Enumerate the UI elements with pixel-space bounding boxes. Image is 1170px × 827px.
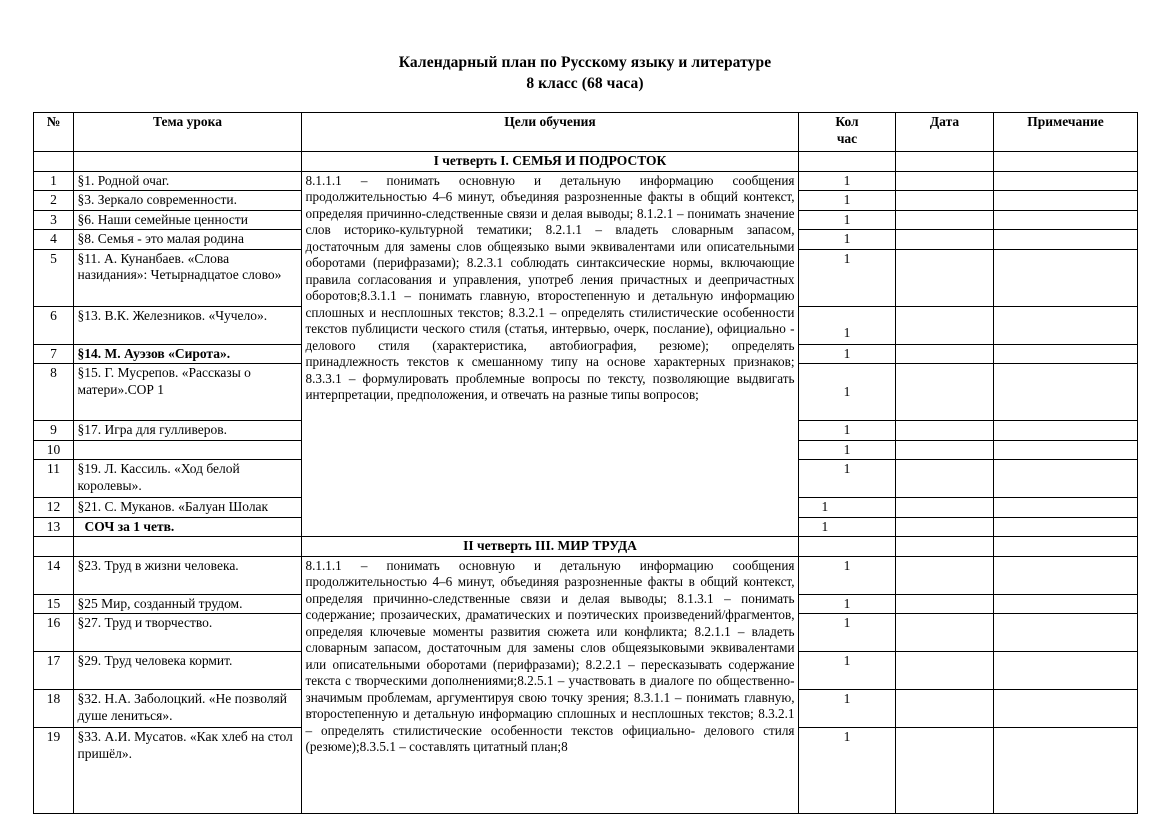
- row-date: [895, 344, 993, 364]
- column-header-date: Дата: [895, 113, 993, 152]
- row-theme: §27. Труд и творчество.: [73, 614, 301, 652]
- row-theme: §32. Н.А. Заболоцкий. «Не позволяй душе лениться».: [73, 690, 301, 728]
- section-row-theme-cell: [73, 537, 301, 557]
- row-hours: 1: [798, 652, 895, 690]
- row-note: [993, 614, 1137, 652]
- row-date: [895, 517, 993, 537]
- section-row-hours-cell: [798, 537, 895, 557]
- section-row-hours-cell: [798, 152, 895, 172]
- row-number: 9: [33, 421, 73, 441]
- section-row-date-cell: [895, 537, 993, 557]
- section-heading-row: [33, 537, 1137, 557]
- section-goals-1: 8.1.1.1 – понимать основную и детальную информацию сообщения продолжительностью 4–6 минут, объединяя разрозненные факты в общий контекст, определяя причинно-следственные связи и делая выводы; 8.1.2.1 – понимать значение слов историко-культурной тематики; 8.2.1.1 – владеть словарным запасом, достаточным для замены слов общеязыко выми эквивалентами или описательными оборотами (перифразами); 8.2.3.1 соблюдать синтаксические нормы, включающие правила согласования и управления, употреб ления причастных и деепричастных оборотов;8.3.1.1 – понимать главную, второстепенную и детальную информацию сплошных и несплошных текстов; 8.3.2.1 – определять стилистические особенности текстов публицисти ческого стиля (статья, интервью, очерк, послание), официально - делового стиля (характеристика, автобиография, резюме); определять принадлежность текстов к смешанному типу на основе характерных признаков; 8.3.3.1 – формулировать проблемные вопросы по тексту, позволяющие выдвигать интерпретации, предположения, и отвечать на разные типы вопросов;: [301, 171, 798, 537]
- row-note: [993, 440, 1137, 460]
- row-number: 17: [33, 652, 73, 690]
- column-header-note: Примечание: [993, 113, 1137, 152]
- row-hours: 1: [798, 440, 895, 460]
- table-row: [33, 171, 1137, 191]
- row-hours: 1: [798, 556, 895, 594]
- row-date: [895, 210, 993, 230]
- row-note: [993, 306, 1137, 344]
- row-number: 12: [33, 498, 73, 518]
- row-theme: §1. Родной очаг.: [73, 171, 301, 191]
- section-row-theme-cell: [73, 152, 301, 172]
- row-theme: §29. Труд человека кормит.: [73, 652, 301, 690]
- row-theme: §6. Наши семейные ценности: [73, 210, 301, 230]
- row-hours: 1: [798, 728, 895, 814]
- row-date: [895, 690, 993, 728]
- row-number: 7: [33, 344, 73, 364]
- row-theme: [73, 440, 301, 460]
- hours-head-line-2: час: [836, 130, 858, 146]
- row-date: [895, 594, 993, 614]
- row-date: [895, 364, 993, 421]
- row-number: 2: [33, 191, 73, 211]
- row-number: 3: [33, 210, 73, 230]
- row-theme: §25 Мир, созданный трудом.: [73, 594, 301, 614]
- row-theme: §23. Труд в жизни человека.: [73, 556, 301, 594]
- row-number: 6: [33, 306, 73, 344]
- row-theme: §33. А.И. Мусатов. «Как хлеб на стол пришёл».: [73, 728, 301, 814]
- page-title: [0, 0, 1170, 94]
- row-number: 8: [33, 364, 73, 421]
- row-theme: §14. М. Ауэзов «Сирота».: [73, 344, 301, 364]
- column-header-theme: Тема урока: [73, 113, 301, 152]
- column-header-hours: [798, 113, 895, 152]
- row-date: [895, 421, 993, 441]
- column-header-goals: Цели обучения: [301, 113, 798, 152]
- row-note: [993, 191, 1137, 211]
- row-number: 18: [33, 690, 73, 728]
- row-hours: 1: [798, 364, 895, 421]
- row-date: [895, 440, 993, 460]
- row-hours: 1: [798, 171, 895, 191]
- row-number: 14: [33, 556, 73, 594]
- row-note: [993, 498, 1137, 518]
- row-date: [895, 728, 993, 814]
- row-note: [993, 652, 1137, 690]
- row-date: [895, 460, 993, 498]
- section-heading-1: I четверть I. СЕМЬЯ И ПОДРОСТОК: [301, 152, 798, 172]
- row-number: 15: [33, 594, 73, 614]
- row-note: [993, 249, 1137, 306]
- row-note: [993, 690, 1137, 728]
- row-hours: 1: [798, 344, 895, 364]
- row-theme: §19. Л. Кассиль. «Ход белой королевы».: [73, 460, 301, 498]
- row-number: 10: [33, 440, 73, 460]
- row-hours: 1: [798, 230, 895, 250]
- row-hours: 1: [798, 498, 895, 518]
- row-hours: 1: [798, 421, 895, 441]
- row-number: 13: [33, 517, 73, 537]
- row-note: [993, 421, 1137, 441]
- row-note: [993, 556, 1137, 594]
- row-date: [895, 306, 993, 344]
- row-date: [895, 556, 993, 594]
- row-note: [993, 230, 1137, 250]
- section-row-date-cell: [895, 152, 993, 172]
- row-date: [895, 614, 993, 652]
- section-heading-row: [33, 152, 1137, 172]
- calendar-plan-table: [33, 112, 1138, 814]
- column-header-number: №: [33, 113, 73, 152]
- row-number: 1: [33, 171, 73, 191]
- title-line-2: 8 класс (68 часа): [526, 75, 644, 92]
- row-note: [993, 517, 1137, 537]
- row-theme: §8. Семья - это малая родина: [73, 230, 301, 250]
- row-hours: 1: [798, 191, 895, 211]
- row-date: [895, 498, 993, 518]
- row-note: [993, 364, 1137, 421]
- row-hours: 1: [798, 249, 895, 306]
- table-header-row: [33, 113, 1137, 152]
- row-number: 16: [33, 614, 73, 652]
- row-theme: §11. А. Кунанбаев. «Слова назидания»: Четырнадцатое слово»: [73, 249, 301, 306]
- row-note: [993, 344, 1137, 364]
- row-date: [895, 230, 993, 250]
- row-date: [895, 249, 993, 306]
- row-number: 4: [33, 230, 73, 250]
- row-hours: 1: [798, 690, 895, 728]
- row-theme: §21. С. Муканов. «Балуан Шолак: [73, 498, 301, 518]
- section-heading-2: II четверть III. МИР ТРУДА: [301, 537, 798, 557]
- section-row-number-cell: [33, 152, 73, 172]
- row-hours: 1: [798, 614, 895, 652]
- row-date: [895, 652, 993, 690]
- section-row-number-cell: [33, 537, 73, 557]
- title-line-1: Календарный план по Русскому языку и литературе: [398, 54, 772, 71]
- row-note: [993, 594, 1137, 614]
- row-theme: §3. Зеркало современности.: [73, 191, 301, 211]
- row-note: [993, 728, 1137, 814]
- row-note: [993, 210, 1137, 230]
- row-hours: 1: [798, 210, 895, 230]
- row-number: 11: [33, 460, 73, 498]
- row-theme: §13. В.К. Железников. «Чучело».: [73, 306, 301, 344]
- row-date: [895, 171, 993, 191]
- row-hours: 1: [798, 306, 895, 344]
- row-note: [993, 171, 1137, 191]
- hours-head-line-1: Кол: [835, 114, 859, 129]
- row-date: [895, 191, 993, 211]
- row-theme: СОЧ за 1 четв.: [73, 517, 301, 537]
- row-number: 19: [33, 728, 73, 814]
- section-row-note-cell: [993, 152, 1137, 172]
- table-row: [33, 556, 1137, 594]
- row-hours: 1: [798, 517, 895, 537]
- section-goals-2: 8.1.1.1 – понимать основную и детальную информацию сообщения продолжительностью 4–6 минут, объединяя разрозненные факты в общий контекст, определяя причинно-следственные связи и делая выводы; 8.1.3.1 – понимать содержание; прозаических, драматических и поэтических произведений/фрагментов, определяя ключевые моменты развития сюжета или конфликта; 8.2.1.1 – владеть словарным запасом, достаточным для замены слов общеязыковыми эквивалентами или описательными оборотами (перифразами); 8.2.2.1 – пересказывать содержание текста с творческими дополнениями;8.2.5.1 – участвовать в диалоге по общественно-значимым проблемам, аргументируя свою точку зрения; 8.3.1.1 – понимать главную, второстепенную и детальную информацию сплошных и несплошных текстов; 8.3.2.1 – определять стилистические особенности текстов официально- делового стиля (резюме);8.3.5.1 – составлять цитатный план;8: [301, 556, 798, 814]
- row-theme: §17. Игра для гулливеров.: [73, 421, 301, 441]
- row-theme: §15. Г. Мусрепов. «Рассказы о матери».СОР 1: [73, 364, 301, 421]
- row-note: [993, 460, 1137, 498]
- row-number: 5: [33, 249, 73, 306]
- section-row-note-cell: [993, 537, 1137, 557]
- row-hours: 1: [798, 594, 895, 614]
- row-hours: 1: [798, 460, 895, 498]
